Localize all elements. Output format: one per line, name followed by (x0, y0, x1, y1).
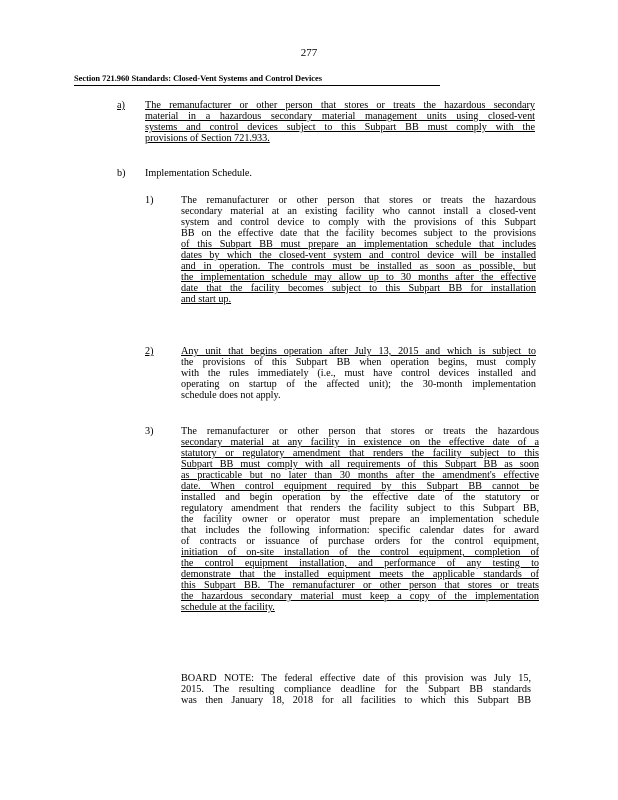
text-line: demonstrate that the installed equipment meets the applicable standards of (181, 569, 539, 580)
text-line: of contracts or issuance of purchase orders for the control equipment, (181, 536, 539, 547)
item-2-text (181, 346, 536, 401)
subsection-b-label: b) (117, 168, 126, 179)
text-line: that includes the following information: specific calendar dates for award (181, 525, 539, 536)
subsection-b-title: Implementation Schedule. (145, 168, 252, 179)
text-line: date that the facility becomes subject to this Subpart BB for installation (181, 283, 536, 294)
text-line: schedule does not apply. (181, 390, 281, 401)
text-line: BB on the effective date that the facility becomes subject to the provisions (181, 228, 536, 239)
subsection-a-label: a) (117, 100, 125, 111)
text-line: The remanufacturer or other person that stores or treats the hazardous (181, 195, 536, 206)
text-line: statutory or regulatory amendment that renders the facility subject to this (181, 448, 539, 459)
text-line: date. When control equipment required by this Subpart BB cannot be (181, 481, 539, 492)
item-3-text (181, 426, 539, 613)
subsection-a-text (145, 100, 535, 144)
text-line: system and control device to comply with the provisions of this Subpart (181, 217, 536, 228)
text-line: the provisions of this Subpart BB when operation begins, must comply (181, 357, 536, 368)
text-line: material in a hazardous secondary material management units using closed-vent (145, 111, 535, 122)
text-line: with the rules immediately (i.e., must have control devices installed and (181, 368, 536, 379)
text-line: The remanufacturer or other person that stores or treats the hazardous secondary (145, 100, 535, 111)
text-line: and in operation. The controls must be installed as soon as possible, but (181, 261, 536, 272)
text-line: regulatory amendment that renders the facility subject to this Subpart BB, (181, 503, 539, 514)
text-line: as practicable but no later than 30 months after the amendment's effective (181, 470, 539, 481)
text-line: Subpart BB must comply with all requirements of this Subpart BB as soon (181, 459, 539, 470)
page-number: 277 (300, 47, 318, 59)
text-line: secondary material at an existing facility who cannot install a closed-vent (181, 206, 536, 217)
text-line: and start up. (181, 294, 232, 305)
item-1-text (181, 195, 536, 305)
text-line: The remanufacturer or other person that stores or treats the hazardous (181, 426, 539, 437)
item-2-label: 2) (145, 346, 154, 357)
text-line: BOARD NOTE: The federal effective date of this provision was July 15, (181, 673, 531, 684)
text-line: provisions of Section 721.933. (145, 133, 270, 144)
text-line: systems and control devices subject to this Subpart BB must comply with the (145, 122, 535, 133)
text-line: secondary material at any facility in existence on the effective date of a (181, 437, 539, 448)
text-line: the hazardous secondary material must keep a copy of the implementation (181, 591, 539, 602)
section-heading: Section 721.960 Standards: Closed-Vent Systems and Control Devices (74, 74, 440, 86)
board-note (181, 673, 531, 706)
item-1-label: 1) (145, 195, 154, 206)
text-line: of this Subpart BB must prepare an implementation schedule that includes (181, 239, 536, 250)
text-line: 2015. The resulting compliance deadline for the Subpart BB standards (181, 684, 531, 695)
text-line: initiation of on-site installation of the control equipment, completion of (181, 547, 539, 558)
text-line: Any unit that begins operation after July 13, 2015 and which is subject to (181, 346, 536, 357)
text-line: was then January 18, 2018 for all facilities to which this Subpart BB (181, 695, 531, 706)
text-line: the control equipment installation, and performance of any testing to (181, 558, 539, 569)
text-line: dates by which the closed-vent system and control device will be installed (181, 250, 536, 261)
item-3-label: 3) (145, 426, 154, 437)
text-line: this Subpart BB. The remanufacturer or other person that stores or treats (181, 580, 539, 591)
text-line: the implementation schedule may allow up to 30 months after the effective (181, 272, 536, 283)
text-line: schedule at the facility. (181, 602, 275, 613)
text-line: installed and begin operation by the effective date of the statutory or (181, 492, 539, 503)
text-line: operating on startup of the affected unit); the 30-month implementation (181, 379, 536, 390)
text-line: the facility owner or operator must prepare an implementation schedule (181, 514, 539, 525)
